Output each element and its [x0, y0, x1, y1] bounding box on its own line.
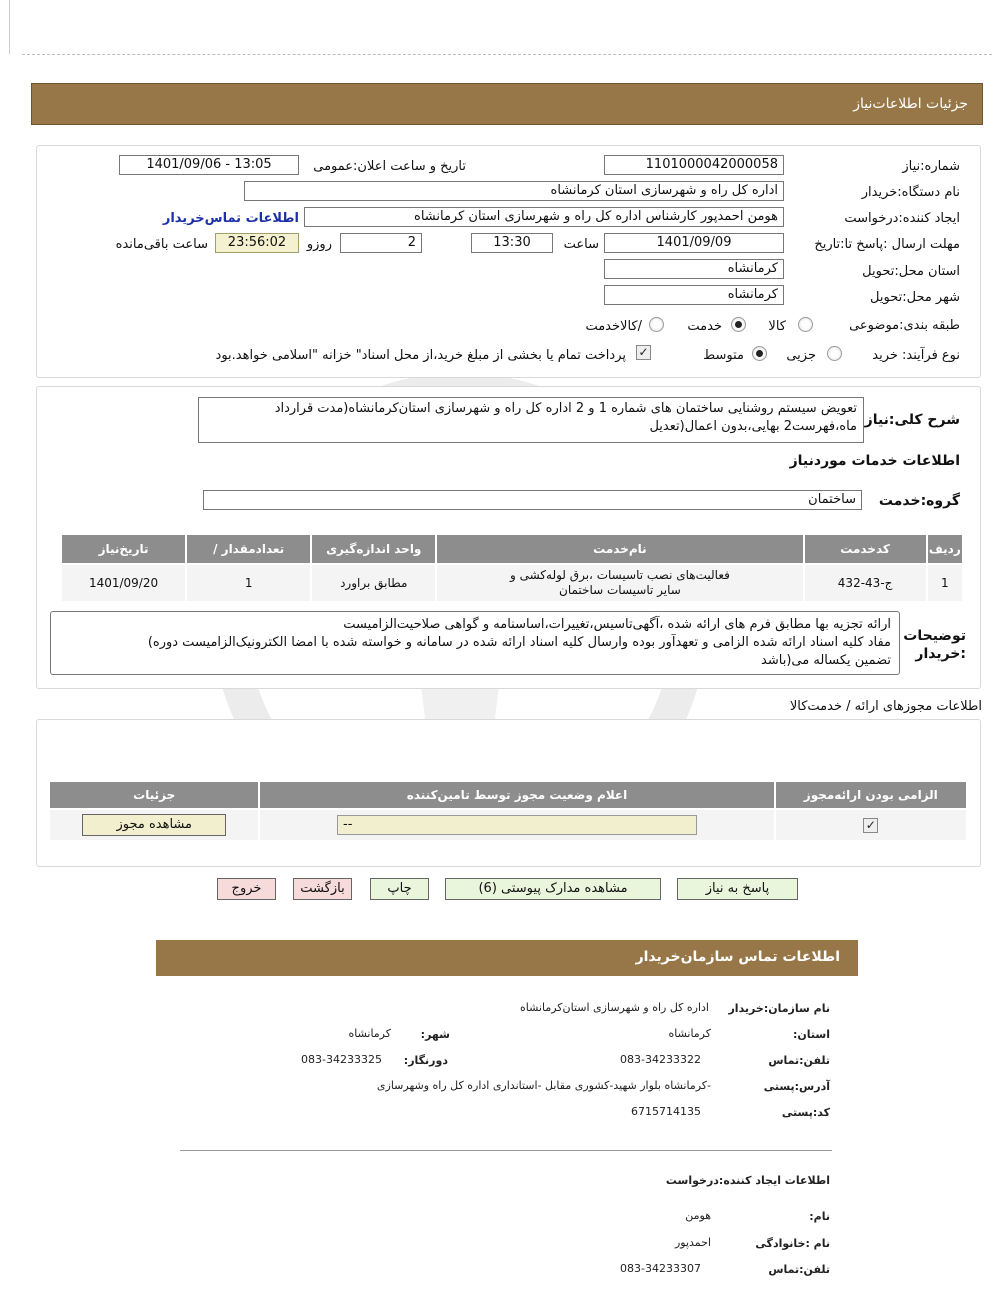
th-unit: واحد اندازه‌گیری [312, 535, 435, 563]
print-button[interactable]: چاپ [370, 878, 429, 900]
deadline-time-field: 13:30 [471, 233, 553, 253]
th-need-date: تاریخ‌نیاز [62, 535, 185, 563]
back-button[interactable]: بازگشت [293, 878, 352, 900]
payment-note: پرداخت تمام یا بخشی از مبلغ خرید،از محل اسناد" خزانه "اسلامی خواهد.بود [215, 348, 626, 363]
description-box [198, 397, 864, 443]
process-type-label: نوع فرآیند: خرید [872, 348, 960, 363]
category-service-radio[interactable] [731, 317, 746, 332]
creator-info-heading: اطلاعات ایجاد کننده:درخواست [665, 1174, 830, 1187]
cell-unit: مطابق براورد [312, 565, 435, 601]
reply-button[interactable]: پاسخ به نیاز [677, 878, 798, 900]
contact-header-bar [156, 940, 858, 976]
contact-city-label: :شهر [420, 1028, 450, 1041]
cell-service-name [437, 565, 802, 601]
days-field: 2 [340, 233, 422, 253]
description-line-2: ماه،فهرست2 بهایی،بدون اعمال(تعدیل [649, 419, 857, 434]
buyer-note-line-3: تضمین یکساله می(باشد [761, 653, 891, 668]
contact-address-label: آدرس:پستی [763, 1080, 830, 1093]
cell-permit-status [260, 810, 773, 840]
remaining-time-field: 23:56:02 [215, 233, 299, 253]
top-divider [22, 54, 992, 55]
contact-province-value: کرمانشاه [668, 1027, 711, 1040]
creator-phone-value: 083-34233307 [620, 1262, 701, 1275]
permit-required-checkbox[interactable]: ✓ [863, 818, 878, 833]
services-heading: اطلاعات خدمات موردنیاز [789, 453, 960, 469]
process-medium-label: متوسط [703, 348, 744, 363]
view-permit-button[interactable]: مشاهده مجوز [82, 814, 226, 836]
buyer-contact-link[interactable]: اطلاعات تماس‌خریدار [162, 211, 299, 226]
description-label: شرح کلی:نیاز [864, 412, 960, 428]
cell-permit-details [50, 810, 258, 840]
need-info-panel [36, 145, 981, 378]
th-row: ردیف [928, 535, 962, 563]
province-label: استان محل:تحویل [862, 264, 960, 279]
attachments-button[interactable]: مشاهده مدارک پیوستی (6) [445, 878, 661, 900]
category-goods-radio[interactable] [798, 317, 813, 332]
cell-row: 1 [928, 565, 962, 601]
category-goods-service-radio[interactable] [649, 317, 664, 332]
category-service-label: خدمت [687, 319, 722, 334]
process-medium-radio[interactable] [752, 346, 767, 361]
th-service-name: نام‌خدمت [437, 535, 802, 563]
contact-address-value: -کرمانشاه بلوار شهید-کشوری مقابل -استانداری اداره کل راه وشهرسازی [376, 1079, 711, 1092]
service-group-label: گروه:خدمت [878, 493, 960, 509]
contact-title: اطلاعات تماس سازمان‌خریدار [635, 949, 840, 965]
buyer-notes-label [902, 627, 966, 663]
contact-postal-value: 6715714135 [631, 1105, 701, 1118]
buyer-notes-label-1: توضیحات [903, 628, 966, 644]
th-quantity: / تعدادمقدار [187, 535, 310, 563]
category-goods-label: کالا [768, 319, 786, 334]
th-service-code: کدخدمت [805, 535, 926, 563]
province-field: کرمانشاه [604, 259, 784, 279]
deadline-hour-label: ساعت [563, 237, 599, 252]
contact-fax-label: :دورنگار [403, 1054, 448, 1067]
cell-permit-required [776, 810, 966, 840]
contact-org-value: اداره کل راه و شهرسازی استان‌کرمانشاه [520, 1001, 709, 1014]
city-field: کرمانشاه [604, 285, 784, 305]
service-group-field: ساختمان [203, 490, 862, 510]
buyer-note-line-1: ارائه تجزیه بها مطابق فرم های ارائه شده ،آگهی‌تاسیس،تغییرات،اساسنامه و گواهی صلاحیت‌الزامیست [343, 617, 891, 632]
category-label: طبقه بندی:موضوعی [849, 318, 960, 333]
city-label: شهر محل:تحویل [870, 290, 960, 305]
th-permit-required: الزامی بودن ارائه‌مجوز [776, 782, 966, 808]
exit-button[interactable]: خروج [217, 878, 276, 900]
creator-field: هومن احمدپور کارشناس اداره کل راه و شهرسازی استان کرمانشاه [304, 207, 784, 227]
cell-need-date: 1401/09/20 [62, 565, 185, 601]
process-partial-radio[interactable] [827, 346, 842, 361]
permits-title: اطلاعات مجوزهای ارائه / خدمت‌کالا [789, 699, 982, 714]
payment-checkbox[interactable]: ✓ [636, 345, 651, 360]
contact-city-value: کرمانشاه [348, 1027, 391, 1040]
th-permit-status: اعلام وضعیت مجوز توسط تامین‌کننده [260, 782, 773, 808]
creator-family-value: احمدپور [674, 1236, 711, 1249]
creator-name-label: :نام [809, 1210, 830, 1223]
contact-province-label: :استان [792, 1028, 830, 1041]
creator-family-label: نام :خانوادگی [755, 1237, 830, 1250]
deadline-label: مهلت ارسال :پاسخ تا:تاریخ [814, 237, 960, 252]
contact-phone-label: تلفن:تماس [768, 1054, 830, 1067]
services-table [60, 533, 964, 603]
contact-org-label: نام سازمان:خریدار [728, 1002, 830, 1015]
need-number-field: 1101000042000058 [604, 155, 784, 175]
cell-quantity: 1 [187, 565, 310, 601]
buyer-org-field: اداره کل راه و شهرسازی استان کرمانشاه [244, 181, 784, 201]
page-header-bar [31, 83, 983, 125]
page-edge-line [9, 0, 10, 54]
creator-name-value: هومن [685, 1209, 711, 1222]
process-partial-label: جزیی [786, 348, 816, 363]
need-number-label: شماره:نیاز [902, 159, 960, 174]
buyer-notes-label-2: :خریدار [915, 646, 966, 662]
service-name-line-2: سایر تاسیسات ساختمان [559, 583, 681, 597]
cell-service-code: ج-43-432 [805, 565, 926, 601]
creator-label: ایجاد کننده:درخواست [844, 211, 960, 226]
buyer-notes-box [50, 611, 900, 675]
th-permit-details: جزئیات [50, 782, 258, 808]
table-row [62, 565, 962, 601]
table-row [50, 810, 966, 840]
contact-fax-value: 083-34233325 [301, 1053, 382, 1066]
deadline-date-field: 1401/09/09 [604, 233, 784, 253]
category-goods-service-label: /کالاخدمت [585, 319, 642, 334]
permits-table [48, 780, 968, 842]
remaining-time-label: ساعت باقی‌مانده [115, 237, 208, 252]
permit-status-field: -- [337, 815, 697, 835]
buyer-org-label: نام دستگاه:خریدار [861, 185, 960, 200]
contact-divider [180, 1150, 832, 1151]
buyer-note-line-2: مفاد کلیه اسناد ارائه شده الزامی و تعهدآور بوده وارسال کلیه اسناد ارائه شده در سامانه و خواسته شده با امضا الکترونیک‌الزامیست دوره) [147, 635, 891, 650]
days-label: روزو [306, 237, 332, 252]
contact-phone-value: 083-34233322 [620, 1053, 701, 1066]
description-line-1: تعویض سیستم روشنایی ساختمان های شماره 1 و 2 اداره کل راه و شهرسازی استان‌کرمانشاه(مدت قرارداد [274, 401, 857, 416]
announce-datetime-field: 1401/09/06 - 13:05 [119, 155, 299, 175]
page-title: جزئیات اطلاعات‌نیاز [853, 96, 968, 112]
announce-datetime-label: تاریخ و ساعت اعلان:عمومی [313, 159, 466, 174]
contact-postal-label: کد:پستی [781, 1106, 830, 1119]
service-name-line-1: فعالیت‌های نصب تاسیسات ،برق لوله‌کشی و [509, 568, 730, 582]
creator-phone-label: تلفن:تماس [768, 1263, 830, 1276]
